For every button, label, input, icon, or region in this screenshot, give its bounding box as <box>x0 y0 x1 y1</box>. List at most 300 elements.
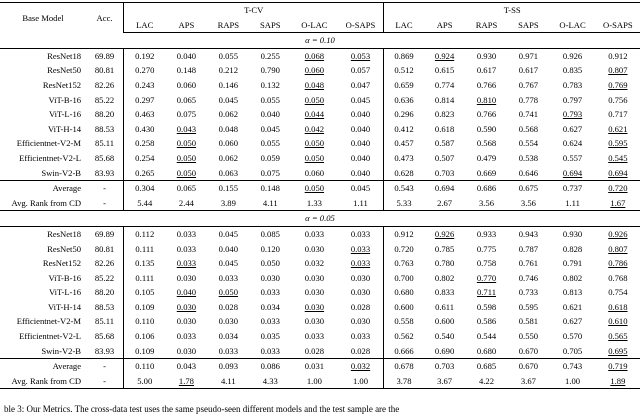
row-accuracy: 85.11 <box>95 316 115 327</box>
table-row <box>0 151 640 166</box>
metric-cell: 0.035 <box>260 331 280 342</box>
metric-cell: 0.627 <box>562 123 583 134</box>
metric-cell: 0.028 <box>218 301 239 312</box>
row-accuracy: 80.81 <box>94 243 115 254</box>
table-row <box>0 63 640 78</box>
metric-cell: 5.33 <box>384 196 424 211</box>
metric-cell: 0.050 <box>304 94 325 105</box>
metric-cell: 0.586 <box>476 316 497 327</box>
metric-cell: 0.111 <box>124 271 166 286</box>
metric-cell: 3.67 <box>424 374 466 389</box>
metric-cell: 1.11 <box>338 196 384 211</box>
row-model-name: ViT-L-16 <box>48 287 82 298</box>
metric-cell: 0.040 <box>176 287 197 298</box>
metric-cell: 0.060 <box>291 166 337 181</box>
row-accuracy: - <box>86 374 124 389</box>
metric-cell: 0.270 <box>124 63 166 78</box>
metric-cell: 0.810 <box>476 94 497 105</box>
results-table <box>0 2 640 389</box>
metric-cell: 3.67 <box>507 374 549 389</box>
metric-cell: 0.040 <box>176 50 197 61</box>
alpha-label: α = 0.10 <box>0 33 640 49</box>
metric-cell: 0.912 <box>608 50 628 61</box>
metric-cell: 0.030 <box>304 287 325 298</box>
alpha-label: α = 0.05 <box>0 211 640 227</box>
metric-cell: 0.060 <box>176 79 197 90</box>
row-model-name: Efficientnet-V2-L <box>19 152 82 163</box>
metric-cell: 0.823 <box>434 109 455 120</box>
row-model-name: ResNet18 <box>47 50 82 61</box>
metric-cell: 0.030 <box>350 272 371 283</box>
table-row <box>0 285 640 300</box>
row-model-name: Average <box>52 183 82 194</box>
metric-cell: 0.030 <box>165 344 207 359</box>
row-accuracy: 83.93 <box>86 166 124 181</box>
metric-cell: 0.512 <box>384 63 424 78</box>
row-accuracy: 82.26 <box>94 258 115 269</box>
metric-cell: 0.568 <box>476 138 497 149</box>
row-model-name: Average <box>52 361 82 372</box>
table-row <box>0 314 640 329</box>
table-row <box>0 93 640 108</box>
metric-cell: 0.581 <box>518 316 539 327</box>
metric-cell: 0.557 <box>562 152 583 163</box>
metric-cell: 0.768 <box>608 272 628 283</box>
metric-cell: 0.587 <box>434 138 455 149</box>
metric-cell: 0.050 <box>165 166 207 181</box>
table-row <box>0 122 640 137</box>
header-ss-o-saps: O-SAPS <box>596 18 640 33</box>
metric-cell: 0.085 <box>260 228 280 239</box>
row-model-name: ResNet152 <box>42 258 82 269</box>
metric-cell: 0.034 <box>218 331 239 342</box>
metric-cell: 1.78 <box>165 374 207 389</box>
row-accuracy: 88.53 <box>94 301 115 312</box>
metric-cell: 4.22 <box>466 374 508 389</box>
metric-cell: 0.430 <box>124 122 166 137</box>
header-group-t-ss: T-SS <box>384 3 640 18</box>
metric-cell: 0.507 <box>434 152 455 163</box>
header-cv-raps: RAPS <box>207 18 249 33</box>
metric-cell: 3.56 <box>466 196 508 211</box>
metric-cell: 0.254 <box>124 151 166 166</box>
metric-cell: 1.89 <box>596 374 640 389</box>
metric-cell: 0.030 <box>176 272 197 283</box>
metric-cell: 0.050 <box>176 152 197 163</box>
alpha-section-header <box>0 211 640 227</box>
row-accuracy: 69.89 <box>94 228 115 239</box>
metric-cell: 0.786 <box>608 258 628 269</box>
metric-cell: 2.67 <box>424 196 466 211</box>
metric-cell: 0.032 <box>304 258 325 269</box>
row-model-name: ResNet18 <box>47 228 82 239</box>
metric-cell: 0.033 <box>176 243 197 254</box>
metric-cell: 0.040 <box>350 152 371 163</box>
average-row <box>0 181 640 196</box>
metric-cell: 3.89 <box>207 196 249 211</box>
metric-cell: 0.774 <box>434 79 455 90</box>
metric-cell: 0.624 <box>562 138 583 149</box>
metric-cell: 0.033 <box>176 331 197 342</box>
metric-cell: 0.105 <box>124 285 166 300</box>
metric-cell: 0.063 <box>207 166 249 181</box>
metric-cell: 4.11 <box>207 374 249 389</box>
metric-cell: 0.048 <box>218 123 239 134</box>
metric-cell: 0.065 <box>176 94 197 105</box>
metric-cell: 0.110 <box>124 314 166 329</box>
header-cv-o-saps: O-SAPS <box>338 18 384 33</box>
metric-cell: 0.694 <box>434 183 455 194</box>
metric-cell: 0.807 <box>608 243 628 254</box>
metric-cell: 0.802 <box>562 272 583 283</box>
metric-cell: 0.670 <box>507 344 549 359</box>
metric-cell: 0.766 <box>476 79 497 90</box>
metric-cell: 0.669 <box>466 166 508 181</box>
row-model-name: ViT-L-16 <box>48 109 82 120</box>
avg-rank-row <box>0 196 640 211</box>
metric-cell: 0.212 <box>218 65 239 76</box>
metric-cell: 5.00 <box>124 374 166 389</box>
table-row <box>0 107 640 122</box>
metric-cell: 0.835 <box>562 65 583 76</box>
row-accuracy: 85.11 <box>95 138 115 149</box>
metric-cell: 0.737 <box>562 183 583 194</box>
metric-cell: 0.057 <box>350 65 371 76</box>
metric-cell: 0.050 <box>304 183 325 194</box>
metric-cell: 0.055 <box>218 50 239 61</box>
metric-cell: 0.685 <box>476 361 497 372</box>
metric-cell: 3.56 <box>507 196 549 211</box>
metric-cell: 0.040 <box>350 109 371 120</box>
header-acc: Acc. <box>86 3 124 33</box>
table-row <box>0 166 640 181</box>
metric-cell: 0.030 <box>350 316 371 327</box>
metric-cell: 0.618 <box>608 301 628 312</box>
row-model-name: ViT-B-16 <box>48 94 82 105</box>
metric-cell: 0.132 <box>260 79 280 90</box>
metric-cell: 0.538 <box>518 152 539 163</box>
results-body <box>0 33 640 389</box>
metric-cell: 0.775 <box>476 243 497 254</box>
metric-cell: 0.797 <box>562 94 583 105</box>
metric-cell: 0.028 <box>338 344 384 359</box>
metric-cell: 0.045 <box>218 94 239 105</box>
metric-cell: 0.741 <box>518 109 539 120</box>
metric-cell: 0.678 <box>384 359 424 374</box>
metric-cell: 0.933 <box>476 228 497 239</box>
metric-cell: 0.720 <box>608 183 628 194</box>
metric-cell: 0.055 <box>260 94 280 105</box>
row-accuracy: 85.22 <box>94 94 115 105</box>
metric-cell: 0.971 <box>518 50 539 61</box>
row-accuracy: 82.26 <box>94 79 115 90</box>
metric-cell: 0.943 <box>518 228 539 239</box>
metric-cell: 0.033 <box>260 287 280 298</box>
table-row <box>0 136 640 151</box>
metric-cell: 1.00 <box>549 374 595 389</box>
metric-cell: 0.412 <box>384 122 424 137</box>
metric-cell: 0.930 <box>476 50 497 61</box>
metric-cell: 0.690 <box>424 344 466 359</box>
metric-cell: 0.545 <box>608 152 628 163</box>
metric-cell: 0.034 <box>260 301 280 312</box>
table-row <box>0 48 640 63</box>
metric-cell: 0.720 <box>384 242 424 257</box>
metric-cell: 0.930 <box>562 228 583 239</box>
header-cv-saps: SAPS <box>249 18 291 33</box>
metric-cell: 1.00 <box>291 374 337 389</box>
header-cv-lac: LAC <box>124 18 166 33</box>
metric-cell: 0.754 <box>608 287 628 298</box>
metric-cell: 0.033 <box>350 228 371 239</box>
metric-cell: 0.791 <box>562 258 583 269</box>
row-model-name: Efficientnet-V2-M <box>16 138 82 149</box>
metric-cell: 0.463 <box>124 107 166 122</box>
header-cv-o-lac: O-LAC <box>291 18 337 33</box>
metric-cell: 0.045 <box>218 228 239 239</box>
metric-cell: 0.060 <box>304 65 325 76</box>
metric-cell: 0.926 <box>562 50 583 61</box>
metric-cell: 0.787 <box>518 243 539 254</box>
metric-cell: 0.120 <box>260 243 280 254</box>
metric-cell: 0.030 <box>218 316 239 327</box>
metric-cell: 0.033 <box>260 316 280 327</box>
metric-cell: 0.700 <box>384 271 424 286</box>
row-accuracy: - <box>103 183 106 194</box>
table-row <box>0 344 640 359</box>
metric-cell: 0.618 <box>434 123 455 134</box>
metric-cell: 0.770 <box>476 272 497 283</box>
row-model-name: ViT-B-16 <box>48 272 82 283</box>
metric-cell: 0.628 <box>384 166 424 181</box>
row-model-name: ViT-H-14 <box>47 301 82 312</box>
metric-cell: 0.060 <box>218 138 239 149</box>
metric-cell: 0.646 <box>507 166 549 181</box>
metric-cell: 0.767 <box>518 79 539 90</box>
metric-cell: 0.544 <box>476 331 497 342</box>
table-row <box>0 271 640 286</box>
metric-cell: 0.093 <box>218 361 239 372</box>
metric-cell: 0.062 <box>218 152 239 163</box>
metric-cell: 0.912 <box>384 226 424 241</box>
metric-cell: 0.192 <box>124 48 166 63</box>
metric-cell: 0.807 <box>608 65 628 76</box>
metric-cell: 0.047 <box>350 79 371 90</box>
metric-cell: 0.802 <box>434 272 455 283</box>
metric-cell: 0.111 <box>124 242 166 257</box>
metric-cell: 0.540 <box>434 331 455 342</box>
metric-cell: 0.109 <box>124 344 166 359</box>
metric-cell: 0.813 <box>562 287 583 298</box>
metric-cell: 0.595 <box>608 138 628 149</box>
metric-cell: 0.680 <box>384 285 424 300</box>
metric-cell: 0.031 <box>304 361 325 372</box>
metric-cell: 0.565 <box>608 331 628 342</box>
metric-cell: 0.265 <box>124 166 166 181</box>
row-model-name: ResNet50 <box>47 243 82 254</box>
metric-cell: 0.711 <box>476 287 497 298</box>
metric-cell: 4.11 <box>249 196 291 211</box>
metric-cell: 0.695 <box>596 344 640 359</box>
row-model-name: Efficientnet-V2-M <box>16 316 82 327</box>
metric-cell: 3.78 <box>384 374 424 389</box>
metric-cell: 0.790 <box>260 65 280 76</box>
metric-cell: 0.258 <box>124 136 166 151</box>
metric-cell: 0.112 <box>124 226 166 241</box>
row-accuracy: 85.68 <box>94 152 115 163</box>
metric-cell: 0.758 <box>476 258 497 269</box>
metric-cell: 0.040 <box>338 166 384 181</box>
metric-cell: 0.243 <box>124 78 166 93</box>
avg-rank-row <box>0 374 640 389</box>
metric-cell: 0.030 <box>304 316 325 327</box>
metric-cell: 0.869 <box>384 48 424 63</box>
metric-cell: 0.045 <box>350 94 371 105</box>
metric-cell: 0.543 <box>384 181 424 196</box>
metric-cell: 0.780 <box>434 258 455 269</box>
metric-cell: 0.611 <box>435 301 455 312</box>
metric-cell: 0.783 <box>562 79 583 90</box>
header-ss-lac: LAC <box>384 18 424 33</box>
row-model-name: ViT-H-14 <box>47 123 82 134</box>
metric-cell: 5.44 <box>124 196 166 211</box>
metric-cell: 0.554 <box>518 138 539 149</box>
row-accuracy: 80.81 <box>94 65 115 76</box>
header-base-model: Base Model <box>0 3 86 33</box>
metric-cell: 0.033 <box>350 243 371 254</box>
metric-cell: 0.615 <box>434 65 455 76</box>
metric-cell: 0.756 <box>608 94 628 105</box>
table-row <box>0 226 640 241</box>
metric-cell: 0.680 <box>466 344 508 359</box>
metric-cell: 0.924 <box>434 50 455 61</box>
metric-cell: 0.030 <box>350 287 371 298</box>
metric-cell: 0.703 <box>434 361 455 372</box>
metric-cell: 0.033 <box>350 331 371 342</box>
metric-cell: 0.045 <box>260 123 280 134</box>
metric-cell: 0.109 <box>124 300 166 315</box>
metric-cell: 0.600 <box>434 316 455 327</box>
metric-cell: 0.075 <box>249 166 291 181</box>
metric-cell: 0.694 <box>549 166 595 181</box>
metric-cell: 0.610 <box>608 316 628 327</box>
header-group-t-cv: T-CV <box>124 3 384 18</box>
metric-cell: 0.621 <box>608 123 628 134</box>
table-row <box>0 329 640 344</box>
table-row <box>0 256 640 271</box>
metric-cell: 0.044 <box>304 109 325 120</box>
metric-cell: 0.926 <box>434 228 455 239</box>
metric-cell: 0.059 <box>260 152 280 163</box>
row-model-name: ResNet50 <box>47 65 82 76</box>
metric-cell: 0.050 <box>304 138 325 149</box>
metric-cell: 0.479 <box>476 152 497 163</box>
metric-cell: 0.030 <box>304 301 325 312</box>
row-model-name: ResNet152 <box>42 79 82 90</box>
metric-cell: 1.33 <box>291 196 337 211</box>
metric-cell: 0.705 <box>549 344 595 359</box>
row-accuracy: 85.22 <box>94 272 115 283</box>
header-cv-aps: APS <box>165 18 207 33</box>
metric-cell: 0.568 <box>518 123 539 134</box>
table-row <box>0 242 640 257</box>
header-ss-aps: APS <box>424 18 466 33</box>
metric-cell: 0.043 <box>176 361 197 372</box>
metric-cell: 0.717 <box>608 109 628 120</box>
metric-cell: 1.11 <box>549 196 595 211</box>
metric-cell: 0.670 <box>518 361 539 372</box>
metric-cell: 0.746 <box>518 272 539 283</box>
metric-cell: 0.155 <box>218 183 239 194</box>
metric-cell: 0.617 <box>518 65 539 76</box>
metric-cell: 0.600 <box>384 300 424 315</box>
metric-cell: 0.048 <box>304 79 325 90</box>
metric-cell: 0.030 <box>260 272 280 283</box>
metric-cell: 0.473 <box>384 151 424 166</box>
metric-cell: 0.562 <box>384 329 424 344</box>
metric-cell: 0.040 <box>350 138 371 149</box>
metric-cell: 1.67 <box>596 196 640 211</box>
metric-cell: 0.743 <box>562 361 583 372</box>
metric-cell: 0.050 <box>260 258 280 269</box>
metric-cell: 0.766 <box>476 109 497 120</box>
metric-cell: 0.106 <box>124 329 166 344</box>
metric-cell: 0.030 <box>176 301 197 312</box>
metric-cell: 0.590 <box>476 123 497 134</box>
metric-cell: 0.666 <box>384 344 424 359</box>
metric-cell: 0.028 <box>291 344 337 359</box>
header-ss-o-lac: O-LAC <box>549 18 595 33</box>
metric-cell: 0.033 <box>176 228 197 239</box>
row-model-name: Swin-V2-B <box>0 166 86 181</box>
metric-cell: 0.598 <box>476 301 497 312</box>
metric-cell: 0.030 <box>176 316 197 327</box>
metric-cell: 0.050 <box>218 287 239 298</box>
metric-cell: 1.00 <box>338 374 384 389</box>
row-model-name: Efficientnet-V2-L <box>19 331 82 342</box>
metric-cell: 0.595 <box>518 301 539 312</box>
header-ss-saps: SAPS <box>507 18 549 33</box>
metric-cell: 0.627 <box>562 316 583 327</box>
row-accuracy: - <box>103 361 106 372</box>
metric-cell: 0.050 <box>176 138 197 149</box>
metric-cell: 0.030 <box>304 243 325 254</box>
metric-cell: 0.146 <box>218 79 239 90</box>
metric-cell: 0.297 <box>124 93 166 108</box>
metric-cell: 2.44 <box>165 196 207 211</box>
metric-cell: 0.075 <box>176 109 197 120</box>
metric-cell: 0.694 <box>596 166 640 181</box>
metric-cell: 0.570 <box>562 331 583 342</box>
metric-cell: 0.086 <box>260 361 280 372</box>
metric-cell: 0.558 <box>384 314 424 329</box>
metric-cell: 0.045 <box>218 258 239 269</box>
row-accuracy: 85.68 <box>94 331 115 342</box>
metric-cell: 0.033 <box>304 228 325 239</box>
row-model-name: Swin-V2-B <box>0 344 86 359</box>
row-accuracy: 88.20 <box>94 109 115 120</box>
metric-cell: 0.778 <box>518 94 539 105</box>
row-accuracy: 69.89 <box>94 50 115 61</box>
metric-cell: 0.636 <box>384 93 424 108</box>
metric-cell: 0.068 <box>304 50 325 61</box>
metric-cell: 0.030 <box>304 272 325 283</box>
table-row <box>0 78 640 93</box>
metric-cell: 0.304 <box>124 181 166 196</box>
table-caption: ble 3: Our Metrics. The cross-data test uses the same pseudo-seen different models and the test sample are the <box>4 404 400 414</box>
metric-cell: 0.148 <box>176 65 197 76</box>
metric-cell: 0.055 <box>260 138 280 149</box>
